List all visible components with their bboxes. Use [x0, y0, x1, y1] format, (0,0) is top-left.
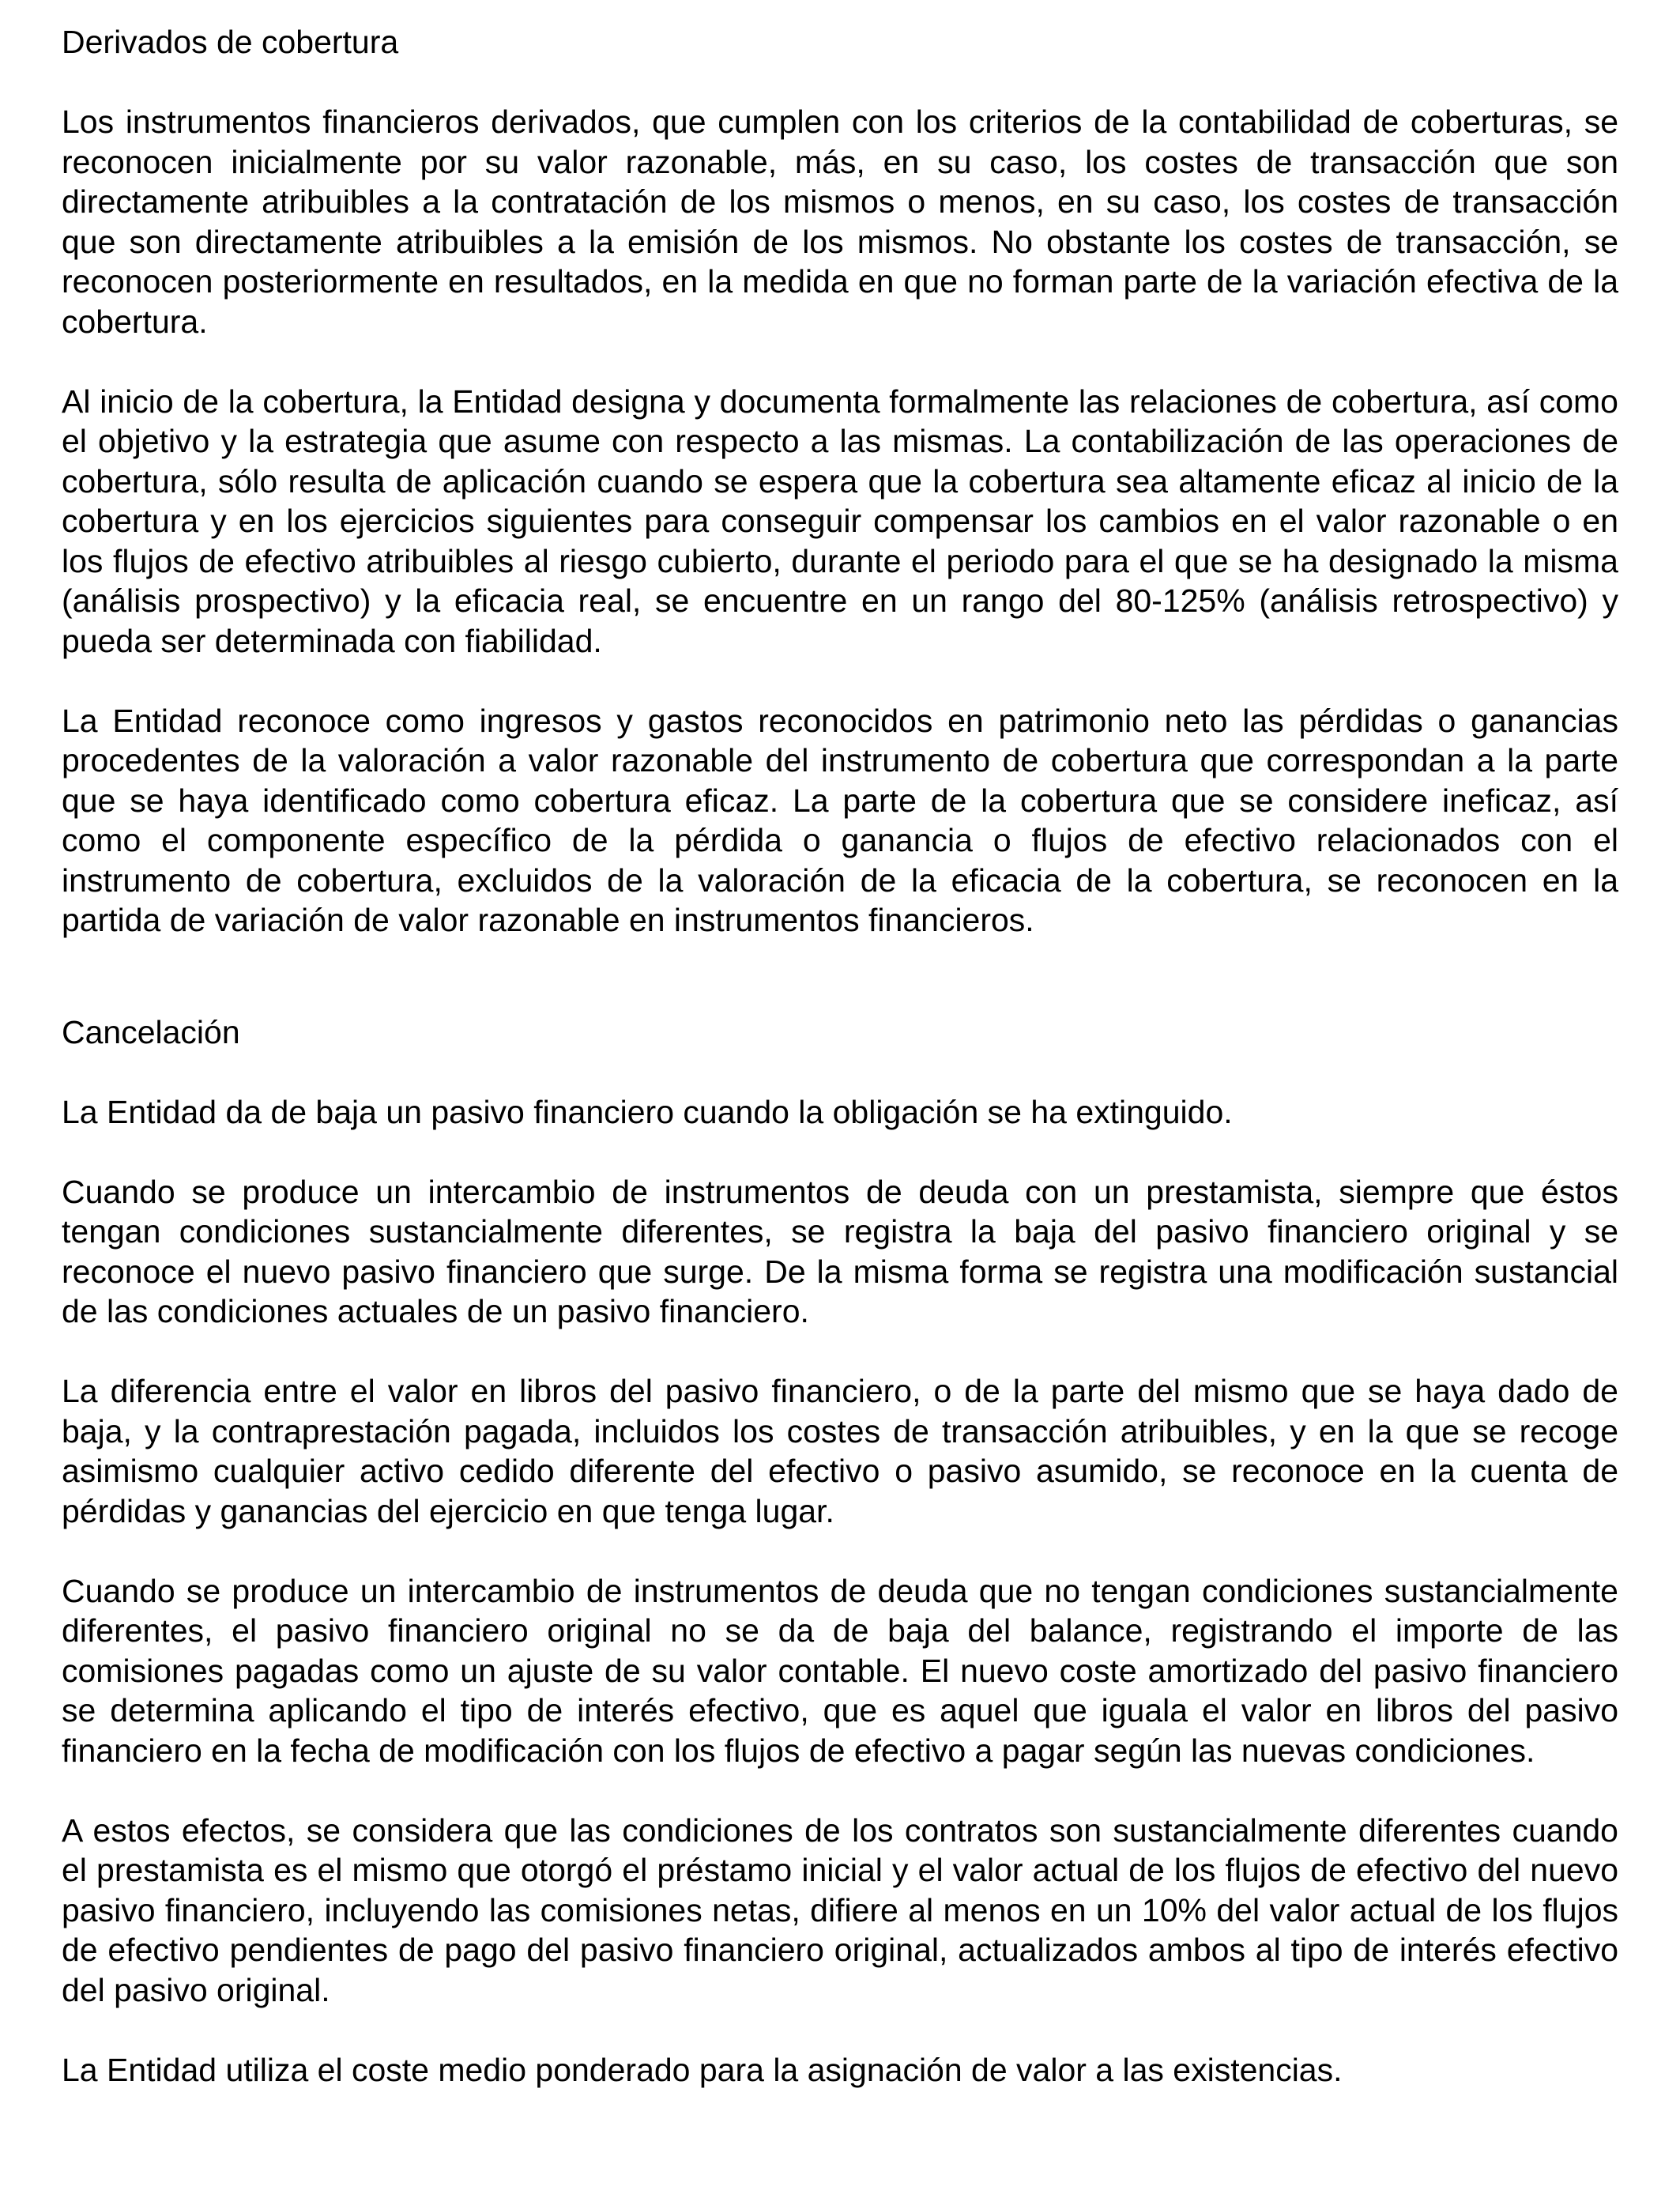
section-title-derivados: Derivados de cobertura: [62, 24, 399, 60]
paragraph-derivados-3: La Entidad reconoce como ingresos y gastos reconocidos en patrimonio neto las pérdidas o ganancias procedentes de la valoración a valor razonable del instrumento de cobertura que correspondan a la parte que se haya identificado como cobertura eficaz. La parte de la cobertura que se considere ineficaz, así como el componente específico de la pérdida o ganancia o flujos de efectivo relacionados con el instrumento de cobertura, excluidos de la valoración de la eficacia de la cobertura, se reconocen en la partida de variación de valor razonable en instrumentos financieros.: [62, 702, 1618, 938]
spacer: [62, 1052, 1618, 1092]
spacer: [62, 1531, 1618, 1571]
spacer: [62, 1132, 1618, 1172]
document-page: [62, 22, 1618, 2090]
paragraph-cancelacion-5: A estos efectos, se considera que las condiciones de los contratos son sustancialmente diferentes cuando el prestamista es el mismo que otorgó el préstamo inicial y el valor actual de los flujos de efectivo del nuevo pasivo financiero, incluyendo las comisiones netas, difiere al menos en un 10% del valor actual de los flujos de efectivo pendientes de pago del pasivo financiero original, actualizados ambos al tipo de interés efectivo del pasivo original.: [62, 1811, 1618, 2008]
spacer: [62, 941, 1618, 1012]
paragraph-cancelacion-3: La diferencia entre el valor en libros del pasivo financiero, o de la parte del mismo que se haya dado de baja, y la contraprestación pagada, incluidos los costes de transacción atribuibles, y en la que se recoge asimismo cualquier activo cedido diferente del efectivo o pasivo asumido, se reconoce en la cuenta de pérdidas y ganancias del ejercicio en que tenga lugar.: [62, 1373, 1618, 1529]
paragraph-derivados-2: Al inicio de la cobertura, la Entidad designa y documenta formalmente las relaciones de cobertura, así como el objetivo y la estrategia que asume con respecto a las mismas. La contabilización de las operaciones de cobertura, sólo resulta de aplicación cuando se espera que la cobertura sea altamente eficaz al inicio de la cobertura y en los ejercicios siguientes para conseguir compensar los cambios en el valor razonable o en los flujos de efectivo atribuibles al riesgo cubierto, durante el periodo para el que se ha designado la misma (análisis prospectivo) y la eficacia real, se encuentre en un rango del 80-125% (análisis retrospectivo) y pueda ser determinada con fiabilidad.: [62, 383, 1618, 659]
paragraph-cancelacion-1: La Entidad da de baja un pasivo financiero cuando la obligación se ha extinguido.: [62, 1093, 1233, 1130]
section-title-cancelacion: Cancelación: [62, 1013, 240, 1050]
paragraph-cancelacion-6: La Entidad utiliza el coste medio ponderado para la asignación de valor a las existencias.: [62, 2051, 1343, 2088]
spacer: [62, 1332, 1618, 1372]
spacer: [62, 661, 1618, 701]
spacer: [62, 1770, 1618, 1811]
spacer: [62, 341, 1618, 382]
paragraph-cancelacion-4: Cuando se produce un intercambio de instrumentos de deuda que no tengan condiciones sustancialmente diferentes, el pasivo financiero original no se da de baja del balance, registrando el importe de las comisiones pagadas como un ajuste de su valor contable. El nuevo coste amortizado del pasivo financiero se determina aplicando el tipo de interés efectivo, que es aquel que iguala el valor en libros del pasivo financiero en la fecha de modificación con los flujos de efectivo a pagar según las nuevas condiciones.: [62, 1572, 1618, 1769]
spacer: [62, 2010, 1618, 2050]
spacer: [62, 62, 1618, 103]
paragraph-derivados-1: Los instrumentos financieros derivados, que cumplen con los criterios de la contabilidad de coberturas, se reconocen inicialmente por su valor razonable, más, en su caso, los costes de transacción que son directamente atribuibles a la contratación de los mismos o menos, en su caso, los costes de transacción que son directamente atribuibles a la emisión de los mismos. No obstante los costes de transacción, se reconocen posteriormente en resultados, en la medida en que no forman parte de la variación efectiva de la cobertura.: [62, 104, 1618, 340]
paragraph-cancelacion-2: Cuando se produce un intercambio de instrumentos de deuda con un prestamista, siempre que éstos tengan condiciones sustancialmente diferentes, se registra la baja del pasivo financiero original y se reconoce el nuevo pasivo financiero que surge. De la misma forma se registra una modificación sustancial de las condiciones actuales de un pasivo financiero.: [62, 1173, 1618, 1329]
